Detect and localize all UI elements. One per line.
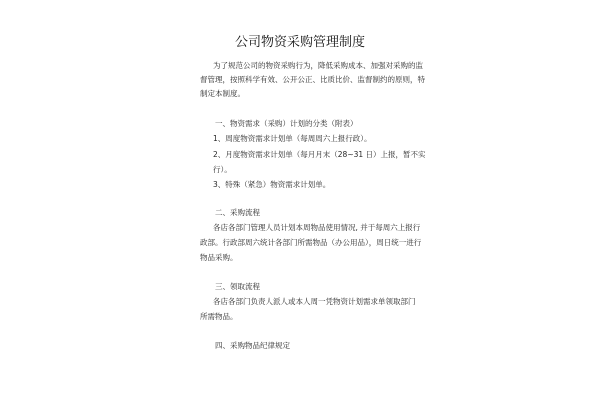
section1-item-1: 1、周度物资需求计划单（每周周六上报行政）。 (213, 134, 372, 143)
section2-line-3: 物品采购。 (200, 253, 238, 262)
section1-item-2-cont: 行）。 (213, 165, 232, 174)
intro-line-1: 为了规范公司的物资采购行为，降低采购成本、加强对采购的监 (213, 61, 423, 70)
section2-line-1: 各店各部门管理人员计划本周物品使用情况, 并于每周六上报行 (213, 223, 421, 232)
section3-heading: 三、领取流程 (215, 282, 260, 291)
section2-heading: 二、采购流程 (215, 208, 260, 217)
intro-line-3: 制定本制度。 (200, 89, 245, 98)
section4-heading: 四、采购物品纪律规定 (215, 341, 290, 350)
section1-heading: 一、物资需求（采购）计划的分类（附表） (215, 119, 358, 128)
section1-item-2: 2、月度物资需求计划单（每月月末（28~31 日）上报，暂不实 (213, 150, 426, 159)
document-title: 公司物资采购管理制度 (234, 35, 365, 50)
section3-line-2: 所需物品。 (200, 312, 238, 321)
intro-line-2: 督管理，按照科学有效、公开公正、比质比价、监督制约的原则，特 (200, 75, 425, 84)
section2-line-2: 政部。行政部周六统计各部门所需物品（办公用品），周日统一进行 (200, 238, 422, 247)
section3-line-1: 各店各部门负责人派人或本人周一凭物资计划需求单领取部门 (213, 297, 416, 306)
section1-item-3: 3、特殊（紧急）物资需求计划单。 (213, 180, 331, 189)
